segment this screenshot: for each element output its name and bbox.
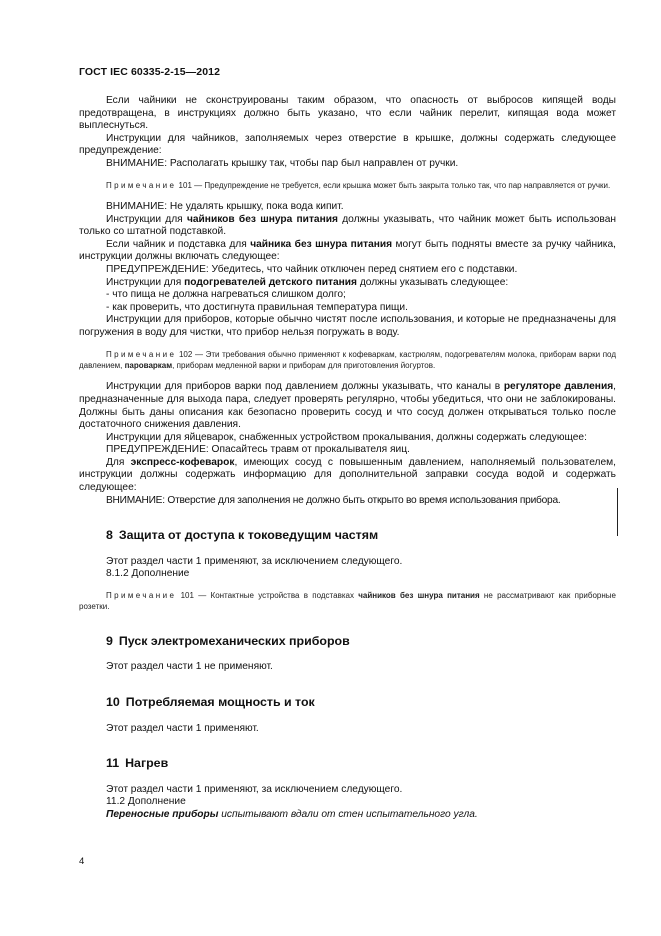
defined-term: чайников без шнура питания (358, 591, 480, 601)
defined-term: экспресс-кофеварок (130, 456, 235, 468)
paragraph: Этот раздел части 1 применяют, за исключением следующего. (106, 783, 403, 795)
section-title: Потребляемая мощность и ток (125, 695, 315, 710)
section-number: 11 (106, 756, 120, 771)
section-title: Защита от доступа к токоведущим частям (118, 528, 379, 543)
document-body (79, 95, 616, 822)
note-label: Примечание (106, 180, 177, 190)
paragraph (79, 277, 616, 290)
defined-term: пароваркам (124, 360, 173, 370)
section-heading-9 (79, 635, 616, 648)
warning-text: ПРЕДУПРЕЖДЕНИЕ: Убедитесь, что чайник отключен перед снятием его с подставки. (106, 263, 518, 275)
section-number: 10 (106, 695, 120, 710)
list-item: - как проверить, что достигнута правильная температура пищи. (106, 301, 408, 313)
paragraph: Инструкции для чайников, заполняемых через отверстие в крышке, должны содержать следующее предупреждение: (79, 132, 616, 157)
text-run: , предназначенные для выхода пара, следует проверять регулярно, чтобы убедиться, что они не заблокированы. Должны быть даны описания как безопасно проверить сосуд и что сосуд должен открываться только после достаточного снижения давления. (79, 381, 616, 431)
note (79, 180, 616, 191)
section-heading-10 (79, 696, 616, 709)
text-run: Инструкции для (106, 276, 185, 288)
warning-text: ВНИМАНИЕ: Не удалять крышку, пока вода кипит. (106, 200, 344, 212)
document-header: ГОСТ IEC 60335-2-15—2012 (79, 66, 221, 78)
defined-term: подогревателей детского питания (184, 276, 358, 288)
text-run: могут быть подняты вместе за ручку чайника, инструкции должны включать следующее: (79, 238, 616, 263)
note-text: 101 — Контактные устройства в подставках (180, 591, 359, 601)
section-heading-8 (79, 529, 616, 542)
note-text: 101 — Предупреждение не требуется, если крышка может быть закрыта только так, что пар направляется от ручки. (178, 180, 611, 190)
list-item: - что пища не должна нагреваться слишком долго; (106, 289, 346, 301)
page-number: 4 (79, 856, 85, 867)
note-label: Примечание (106, 591, 177, 601)
warning-text: ПРЕДУПРЕЖДЕНИЕ: Опасайтесь травм от прокалывателя яиц. (106, 444, 410, 456)
change-bar (617, 488, 618, 536)
paragraph (79, 239, 616, 264)
note-text: , приборам медленной варки и приборам для приготовления йогуртов. (172, 360, 436, 370)
warning-text: ВНИМАНИЕ: Отверстие для заполнения не должно быть открыто во время использования прибора. (106, 494, 561, 506)
paragraph (79, 381, 616, 431)
subclause-label: 8.1.2 Дополнение (106, 568, 190, 580)
paragraph: Этот раздел части 1 применяют. (106, 722, 259, 734)
defined-term: чайников без шнура питания (186, 213, 338, 225)
paragraph (79, 214, 616, 239)
text-run: Инструкции для (106, 213, 187, 225)
text-run: испытывают вдали от стен испытательного угла. (218, 809, 478, 820)
section-title: Нагрев (125, 756, 169, 771)
subclause-label: 11.2 Дополнение (106, 796, 186, 808)
paragraph: Инструкции для приборов, которые обычно чистят после использования, и которые не предназначены для погружения в воду для чистки, что прибор нельзя погружать в воду. (79, 314, 616, 338)
note-text: не рассматривают как приборные розетки. (79, 591, 616, 612)
text-run: , имеющих сосуд с повышенным давлением, наполняемый пользователем, инструкции должны содержать информацию для дополнительной заправки сосуда водой и содержать следующее: (79, 456, 616, 494)
paragraph: Если чайники не сконструированы таким образом, что опасность от выбросов кипящей воды предотвращена, в инструкциях должно быть указано, что если чайник перелит, кипящая вода может выплеснуться. (79, 95, 616, 132)
paragraph: Этот раздел части 1 не применяют. (106, 661, 273, 673)
paragraph (79, 809, 616, 822)
note (79, 349, 616, 372)
section-number: 8 (106, 528, 113, 543)
warning-text: ВНИМАНИЕ: Располагать крышку так, чтобы пар был направлен от ручки. (106, 157, 459, 169)
text-run: должны указывать, что чайник может быть использован только со штатной подставкой. (79, 213, 616, 238)
note-text: 102 — Эти требования обычно применяют к кофеваркам, кастрюлям, подогревателям молока, приборам варки под давлением, (79, 349, 616, 370)
note (79, 590, 616, 613)
paragraph: Этот раздел части 1 применяют, за исключением следующего. (106, 555, 403, 567)
section-heading-11 (79, 757, 616, 770)
text-run: Инструкции для приборов варки под давлением должны указывать, что каналы в (106, 381, 504, 393)
paragraph: Инструкции для яйцеварок, снабженных устройством прокалывания, должны содержать следующее: (106, 431, 587, 443)
defined-term: чайника без шнура питания (250, 238, 393, 250)
section-title: Пуск электромеханических приборов (118, 633, 350, 648)
text-run: Для (106, 456, 131, 468)
text-run: Если чайник и подставка для (106, 238, 251, 250)
defined-term: регуляторе давления (503, 381, 614, 393)
paragraph (79, 457, 616, 495)
section-number: 9 (106, 633, 113, 648)
note-label: Примечание (106, 349, 177, 359)
text-run: должны указывать следующее: (357, 276, 509, 288)
defined-term: Переносные приборы (106, 809, 219, 820)
